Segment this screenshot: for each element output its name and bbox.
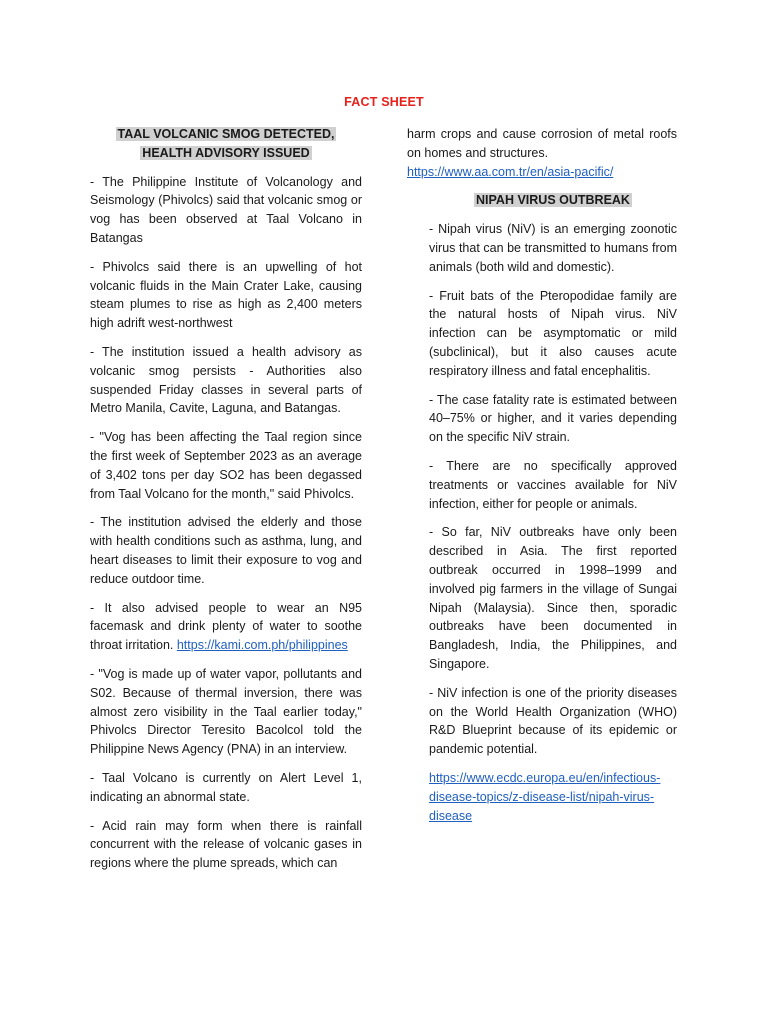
link-line xyxy=(407,769,677,825)
paragraph: - Phivolcs said there is an upwelling of hot volcanic fluids in the Main Crater Lake, causing steam plumes to rise as high as 2,400 meters high adrift west-northwest xyxy=(90,259,362,331)
section-heading-taal xyxy=(90,125,362,163)
paragraph: - There are no specifically approved treatments or vaccines available for NiV infection, either for people or animals. xyxy=(429,458,677,511)
source-link-ecdc[interactable]: https://www.ecdc.europa.eu/en/infectious-disease-topics/z-disease-list/nipah-virus-disease xyxy=(429,770,661,823)
paragraph: - "Vog has been affecting the Taal region since the first week of September 2023 as an average of 3,402 tons per day SO2 has been degassed from Taal Volcano for the month," said Phivolcs. xyxy=(90,430,362,501)
paragraph: - NiV infection is one of the priority diseases on the World Health Organization (WHO) R&D Blueprint because of its epidemic or pandemic potential. xyxy=(429,685,677,757)
paragraph-text: - It also advised people to wear an N95 facemask and drink plenty of water to soothe throat irritation. xyxy=(90,600,362,653)
paragraph: - The case fatality rate is estimated between 40–75% or higher, and it varies depending on the specific NiV strain. xyxy=(429,392,677,445)
document-title: FACT SHEET xyxy=(344,95,424,109)
paragraph: - Acid rain may form when there is rainfall concurrent with the release of volcanic gases in regions where the plume spreads, which can xyxy=(90,818,362,871)
paragraph-with-link xyxy=(90,599,362,655)
section-heading-taal-text: TAAL VOLCANIC SMOG DETECTED, HEALTH ADVISORY ISSUED xyxy=(117,127,335,160)
paragraph: - Fruit bats of the Pteropodidae family are the natural hosts of Nipah virus. NiV infection can be asymptomatic or mild (subclinical), but it also causes acute respiratory illness and fatal encephalitis. xyxy=(429,288,677,378)
section-heading-nipah xyxy=(407,191,677,210)
left-column xyxy=(90,125,362,883)
paragraph: - The Philippine Institute of Volcanology and Seismology (Phivolcs) said that volcanic smog or vog has been observed at Taal Volcano in Batangas xyxy=(90,174,362,245)
paragraph: - The institution advised the elderly and those with health conditions such as asthma, lung, and heart diseases to limit their exposure to vog and reduce outdoor time. xyxy=(90,515,362,586)
source-link-kami[interactable]: https://kami.com.ph/philippines xyxy=(176,638,348,653)
link-line xyxy=(407,163,677,182)
paragraph: - Taal Volcano is currently on Alert Level 1, indicating an abnormal state. xyxy=(90,770,362,804)
continued-paragraph: harm crops and cause corrosion of metal roofs on homes and structures. xyxy=(407,127,677,160)
paragraph: - "Vog is made up of water vapor, pollutants and S02. Because of thermal inversion, there was almost zero visibility in the Taal earlier today," Phivolcs Director Teresito Bacolcol told the Philippine News Agency (PNA) in an interview. xyxy=(90,666,362,757)
section-heading-nipah-text: NIPAH VIRUS OUTBREAK xyxy=(476,193,630,208)
paragraph: - So far, NiV outbreaks have only been described in Asia. The first reported outbreak occurred in 1998–1999 and involved pig farmers in the village of Sungai Nipah (Malaysia). Since then, sporadic outbreaks have been documented in Bangladesh, India, the Philippines, and Singapore. xyxy=(429,525,677,671)
paragraph: - Nipah virus (NiV) is an emerging zoonotic virus that can be transmitted to humans from animals (both wild and domestic). xyxy=(429,222,677,274)
right-column xyxy=(407,125,677,835)
paragraph: - The institution issued a health advisory as volcanic smog persists - Authorities also suspended Friday classes in several parts of Metro Manila, Cavite, Laguna, and Batangas. xyxy=(90,344,362,416)
source-link-aa[interactable]: https://www.aa.com.tr/en/asia-pacific/ xyxy=(407,164,614,179)
